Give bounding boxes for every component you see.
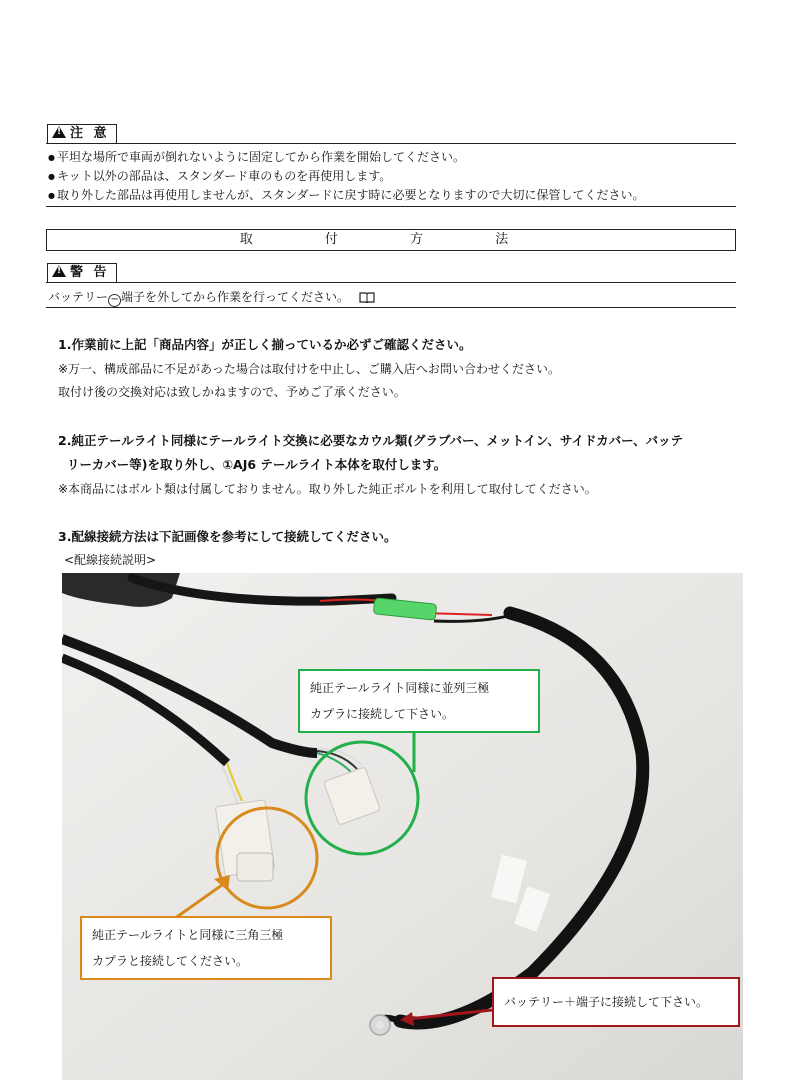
warning-rule-top	[46, 282, 736, 283]
warning-triangle-icon	[52, 126, 66, 138]
book-icon	[359, 291, 375, 303]
step-3-title: 3.配線接続方法は下記画像を参考にして接続してください。	[58, 529, 397, 544]
step-2-title-line-2: リーカバー等)を取り外し、①AJ6 テールライト本体を取付します。	[67, 457, 447, 472]
caution-rule-top	[46, 143, 736, 144]
install-method-title: 取 付 方 法	[46, 229, 736, 251]
red-callout: バッテリー＋端子に接続して下さい。	[492, 977, 740, 1027]
step-1-note-2: 取付け後の交換対応は致しかねますので、予めご了承ください。	[58, 385, 406, 399]
orange-callout: 純正テールライトと同様に三角三極 カプラと接続してください。	[80, 916, 332, 980]
caution-bullet-2: ● キット以外の部品は、スタンダード車のものを再使用します。	[48, 168, 391, 185]
green-callout: 純正テールライト同様に並列三極 カプラに接続して下さい。	[298, 669, 540, 733]
warning-triangle-icon	[52, 265, 66, 277]
warning-text: バッテリー − 端子を外してから作業を行ってください。	[48, 289, 375, 307]
step-1-note-1: ※万一、構成部品に不足があった場合は取付けを中止し、ご購入店へお問い合わせください。	[58, 362, 560, 376]
minus-circle-icon: −	[108, 294, 121, 307]
wiring-photo	[62, 573, 743, 1080]
step-1-title: 1.作業前に上記「商品内容」が正しく揃っているか必ずご確認ください。	[58, 337, 472, 352]
caution-header: !注 意	[47, 124, 117, 144]
step-2-note-1: ※本商品にはボルト類は付属しておりません。取り外した純正ボルトを利用して取付してください。	[58, 482, 597, 496]
wiring-caption: <配線接続説明>	[64, 553, 157, 567]
caution-bullet-1: ● 平坦な場所で車両が倒れないように固定してから作業を開始してください。	[48, 149, 465, 166]
caution-rule-bottom	[46, 206, 736, 207]
caution-bullet-3: ● 取り外した部品は再使用しませんが、スタンダードに戻す時に必要となりますので大切に保管してください。	[48, 187, 645, 204]
warning-header: !警 告	[47, 263, 117, 283]
step-2-title-line-1: 2.純正テールライト同様にテールライト交換に必要なカウル類(グラブバー、メットイン、サイドカバー、バッテ	[58, 433, 684, 448]
warning-rule-bottom	[46, 307, 736, 308]
